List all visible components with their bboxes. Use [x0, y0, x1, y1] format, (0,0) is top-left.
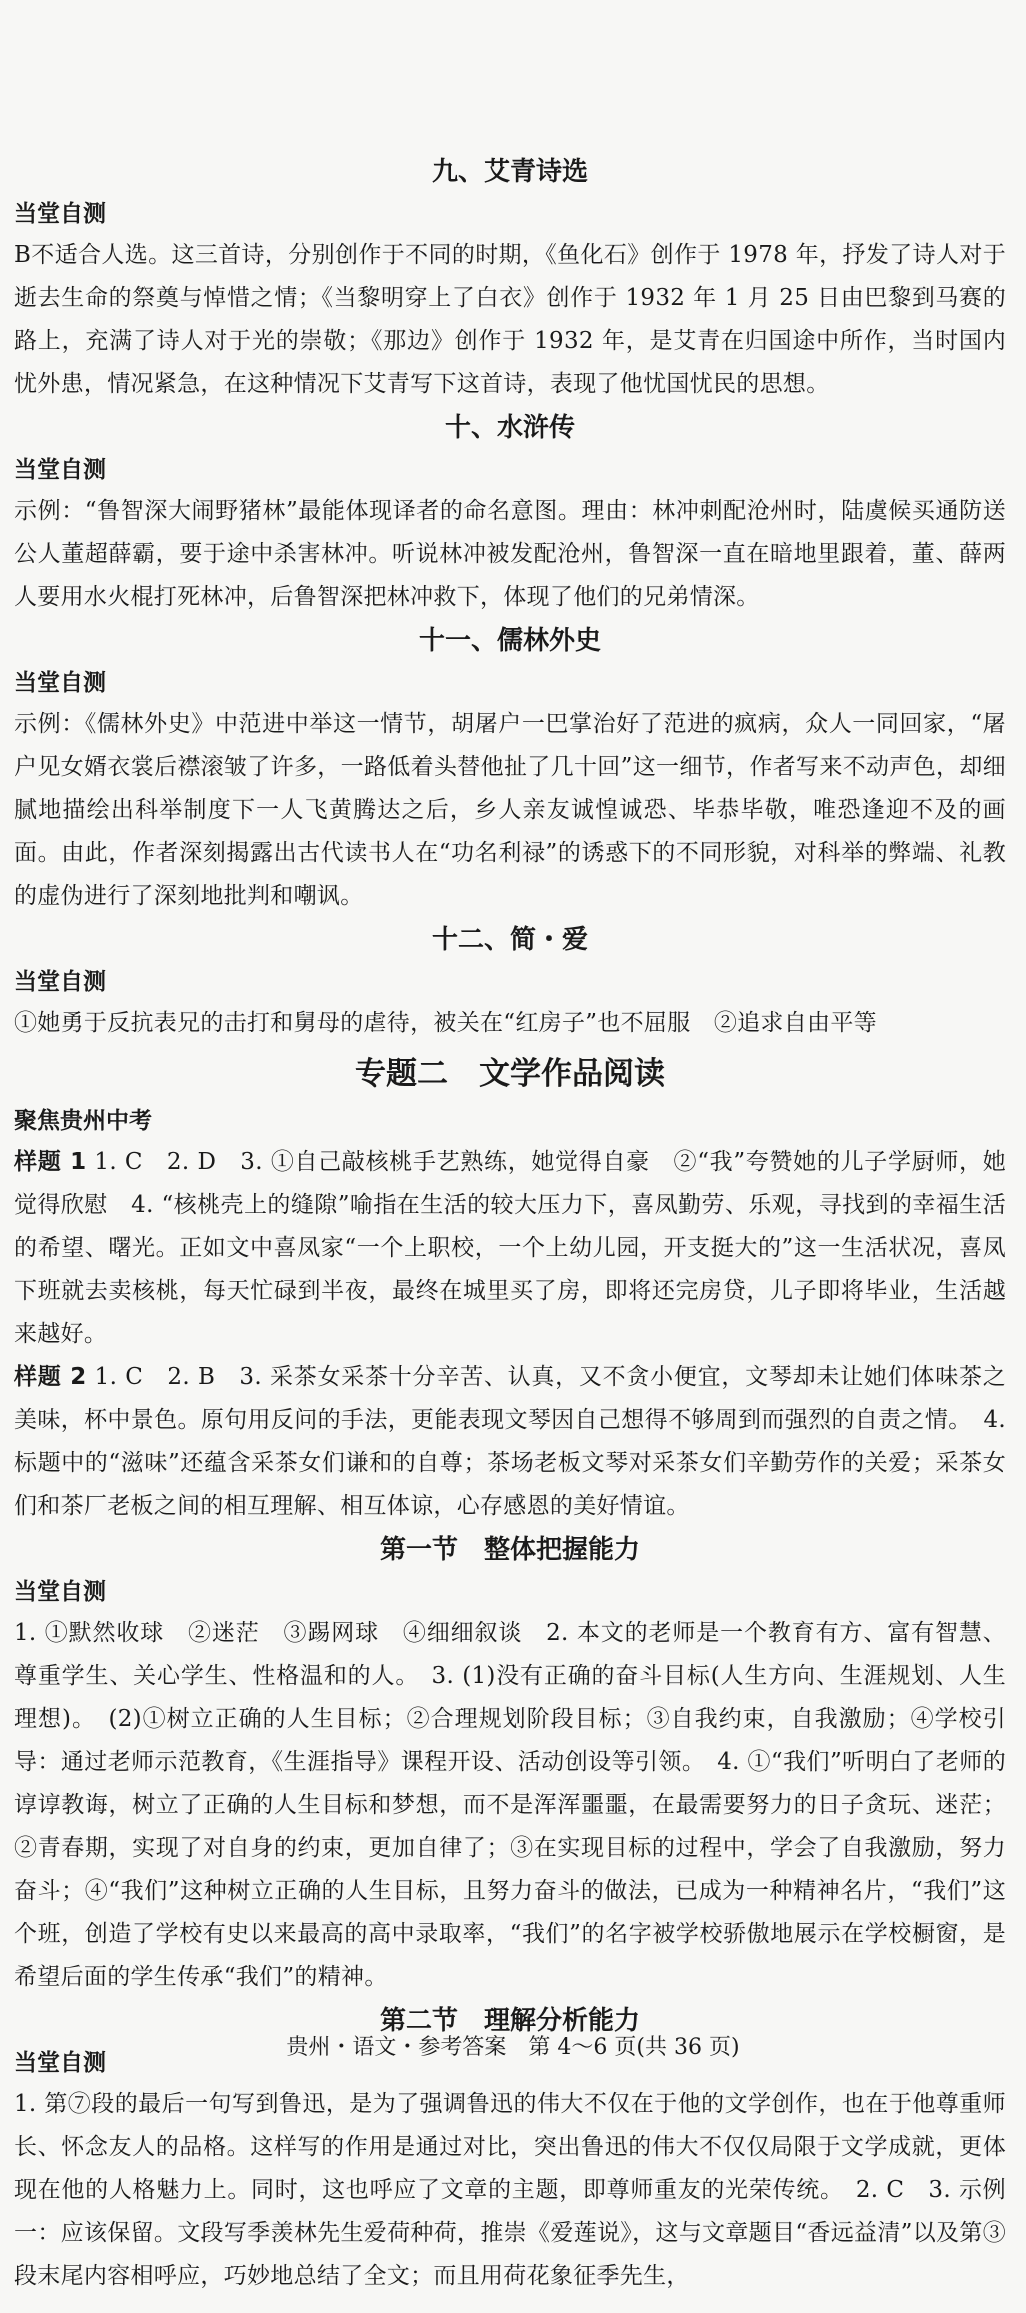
focus-heading: 聚焦贵州中考: [14, 1108, 152, 1134]
section-title-10: 十、水浒传: [444, 413, 575, 443]
section-title-12: 十二、简・爱: [431, 925, 588, 955]
answer-9: B不适合人选。这三首诗，分别创作于不同的时期，《鱼化石》创作于 1978 年，抒发了诗人对于逝去生命的祭奠与悼惜之情；《当黎明穿上了白衣》创作于 1932 年 1 月 25 日由巴黎到马赛的路上，充满了诗人对于光的崇敬；《那边》创作于 1932 年，是艾青在归国途中所作，当时国内忧外患，情况紧急，在这种情况下艾青写下这首诗，表现了他忧国忧民的思想。: [14, 242, 1006, 397]
answer-part2: 1. 第⑦段的最后一句写到鲁迅，是为了强调鲁迅的伟大不仅在于他的文学创作，也在于他尊重师长、怀念友人的品格。这样写的作用是通过对比，突出鲁迅的伟大不仅仅局限于文学成就，更体现在他的人格魅力上。同时，这也呼应了文章的主题，即尊师重友的光荣传统。 2. C 3. 示例一：应该保留。文段写季羡林先生爱荷种荷，推崇《爱莲说》，这与文章题目“香远益清”以及第③段末尾内容相呼应，巧妙地总结了全文；而且用荷花象征季先生，: [14, 2091, 1006, 2289]
answer-10: 示例：“鲁智深大闹野猪林”最能体现译者的命名意图。理由：林冲刺配沧州时，陆虞候买通防送公人董超薛霸，要于途中杀害林冲。听说林冲被发配沧州，鲁智深一直在暗地里跟着，董、薛两人要用水火棍打死林冲，后鲁智深把林冲救下，体现了他们的兄弟情深。: [14, 498, 1006, 610]
sub-heading-part2: 当堂自测: [14, 2050, 106, 2076]
sub-heading-10: 当堂自测: [14, 457, 106, 483]
page-footer: 贵州・语文・参考答案 第 4～6 页(共 36 页): [286, 2035, 740, 2060]
topic-title: 专题二 文学作品阅读: [355, 1056, 665, 1092]
section-title-part1: 第一节 整体把握能力: [379, 1535, 640, 1565]
answer-part1: 1. ①默然收球 ②迷茫 ③踢网球 ④细细叙谈 2. 本文的老师是一个教育有方、富有智慧、尊重学生、关心学生、性格温和的人。 3. (1)没有正确的奋斗目标(人生方向、生涯规划、人生理想)。 (2)①树立正确的人生目标；②合理规划阶段目标；③自我约束，自我激励；④学校引导：通过老师示范教育，《生涯指导》课程开设、活动创设等引领。 4. ①“我们”听明白了老师的谆谆教诲，树立了正确的人生目标和梦想，而不是浑浑噩噩，在最需要努力的日子贪玩、迷茫；②青春期，实现了对自身的约束，更加自律了；③在实现目标的过程中，学会了自我激励，努力奋斗；④“我们”这种树立正确的人生目标，且努力奋斗的做法，已成为一种精神名片，“我们”这个班，创造了学校有史以来最高的高中录取率，“我们”的名字被学校骄傲地展示在学校橱窗，是希望后面的学生传承“我们”的精神。: [14, 1620, 1006, 1990]
answer-12: ①她勇于反抗表兄的击打和舅母的虐待，被关在“红房子”也不屈服 ②追求自由平等: [14, 1010, 877, 1036]
sample-question-1: [14, 1141, 1006, 1356]
sample-text-1: 1. C 2. D 3. ①自己敲核桃手艺熟练，她觉得自豪 ②“我”夸赞她的儿子学厨师，她觉得欣慰 4. “核桃壳上的缝隙”喻指在生活的较大压力下，喜凤勤劳、乐观，寻找到的幸福生活的希望、曙光。正如文中喜凤家“一个上职校，一个上幼儿园，开支挺大的”这一生活状况，喜凤下班就去卖核桃，每天忙碌到半夜，最终在城里买了房，即将还完房贷，儿子即将毕业，生活越来越好。: [14, 1149, 1006, 1347]
sub-heading-12: 当堂自测: [14, 969, 106, 995]
sub-heading-part1: 当堂自测: [14, 1579, 106, 1605]
sample-text-2: 1. C 2. B 3. 采茶女采茶十分辛苦、认真，又不贪小便宜，文琴却未让她们体味茶之美味，杯中景色。原句用反问的手法，更能表现文琴因自己想得不够周到而强烈的自责之情。 4. 标题中的“滋味”还蕴含采茶女们谦和的自尊；茶场老板文琴对采茶女们辛勤劳作的关爱；采茶女们和茶厂老板之间的相互理解、相互体谅，心存感恩的美好情谊。: [14, 1364, 1007, 1519]
answer-11: 示例：《儒林外史》中范进中举这一情节，胡屠户一巴掌治好了范进的疯病，众人一同回家，“屠户见女婿衣裳后襟滚皱了许多，一路低着头替他扯了几十回”这一细节，作者写来不动声色，却细腻地描绘出科举制度下一人飞黄腾达之后，乡人亲友诚惶诚恐、毕恭毕敬，唯恐逢迎不及的画面。由此，作者深刻揭露出古代读书人在“功名利禄”的诱惑下的不同形貌，对科举的弊端、礼教的虚伪进行了深刻地批判和嘲讽。: [14, 711, 1006, 909]
sample-label-2: 样题 2: [14, 1364, 87, 1390]
sub-heading-9: 当堂自测: [14, 201, 106, 227]
sub-heading-11: 当堂自测: [14, 670, 106, 696]
sample-question-2: [14, 1356, 1006, 1528]
section-title-9: 九、艾青诗选: [431, 157, 588, 187]
section-title-11: 十一、儒林外史: [418, 626, 601, 656]
sample-label-1: 样题 1: [14, 1149, 87, 1175]
content: [14, 150, 1006, 2298]
section-title-part2: 第二节 理解分析能力: [379, 2006, 640, 2036]
